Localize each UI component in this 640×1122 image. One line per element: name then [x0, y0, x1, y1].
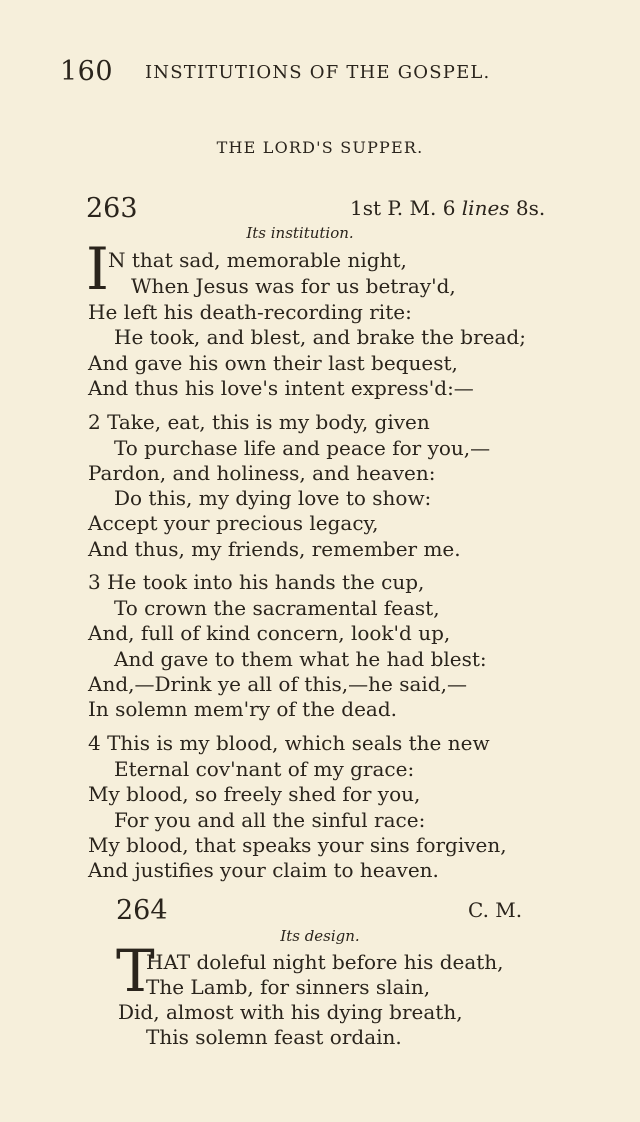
verse-line: And justifies your claim to heaven. — [88, 858, 439, 882]
verse-line: To crown the sacramental feast, — [114, 596, 440, 620]
verse-line: This solemn feast ordain. — [146, 1025, 402, 1049]
verse-line: The Lamb, for sinners slain, — [146, 975, 431, 999]
hymn-meter-264: C. M. — [468, 898, 523, 922]
verse-line: Did, almost with his dying breath, — [118, 1000, 463, 1024]
verse-line: Accept your precious legacy, — [88, 511, 379, 535]
verse-line: Pardon, and holiness, and heaven: — [88, 461, 436, 485]
verse-line: 2 Take, eat, this is my body, given — [88, 410, 430, 434]
verse-line: To purchase life and peace for you,— — [114, 436, 491, 460]
verse-line: My blood, that speaks your sins forgiven, — [88, 833, 507, 857]
drop-cap-263: I — [86, 235, 109, 303]
running-title: INSTITUTIONS OF THE GOSPEL. — [145, 62, 491, 83]
hymn-meter-263: 1st P. M. 6 lines 8s. — [350, 196, 546, 220]
verse-line: Eternal cov'nant of my grace: — [114, 757, 415, 781]
verse-line: HAT doleful night before his death, — [146, 950, 504, 974]
verse-line: 4 This is my blood, which seals the new — [88, 731, 490, 755]
verse-line: He left his death-recording rite: — [88, 300, 412, 324]
page-number: 160 — [60, 56, 114, 87]
verse-line: 3 He took into his hands the cup, — [88, 570, 425, 594]
verse-line: And,—Drink ye all of this,—he said,— — [88, 672, 467, 696]
verse-line: And gave to them what he had blest: — [114, 647, 487, 671]
verse-line: And thus, my friends, remember me. — [88, 537, 461, 561]
hymn-number-263: 263 — [86, 193, 138, 224]
verse-line: My blood, so freely shed for you, — [88, 782, 421, 806]
verse-line: And thus his love's intent express'd:— — [88, 376, 474, 400]
verse-line: Do this, my dying love to show: — [114, 486, 432, 510]
hymn-number-264: 264 — [116, 895, 168, 926]
drop-cap-264: T — [116, 937, 155, 1005]
verse-line: In solemn mem'ry of the dead. — [88, 697, 397, 721]
verse-line: For you and all the sinful race: — [114, 808, 426, 832]
hymn-subtitle-264: Its design. — [280, 927, 360, 945]
verse-line: When Jesus was for us betray'd, — [131, 274, 456, 298]
hymn-subtitle-263: Its institution. — [246, 224, 354, 242]
verse-line: And, full of kind concern, look'd up, — [88, 621, 451, 645]
section-title: THE LORD'S SUPPER. — [216, 138, 424, 157]
verse-line: And gave his own their last bequest, — [88, 351, 458, 375]
verse-line: N that sad, memorable night, — [108, 248, 407, 272]
verse-line: He took, and blest, and brake the bread; — [114, 325, 526, 349]
